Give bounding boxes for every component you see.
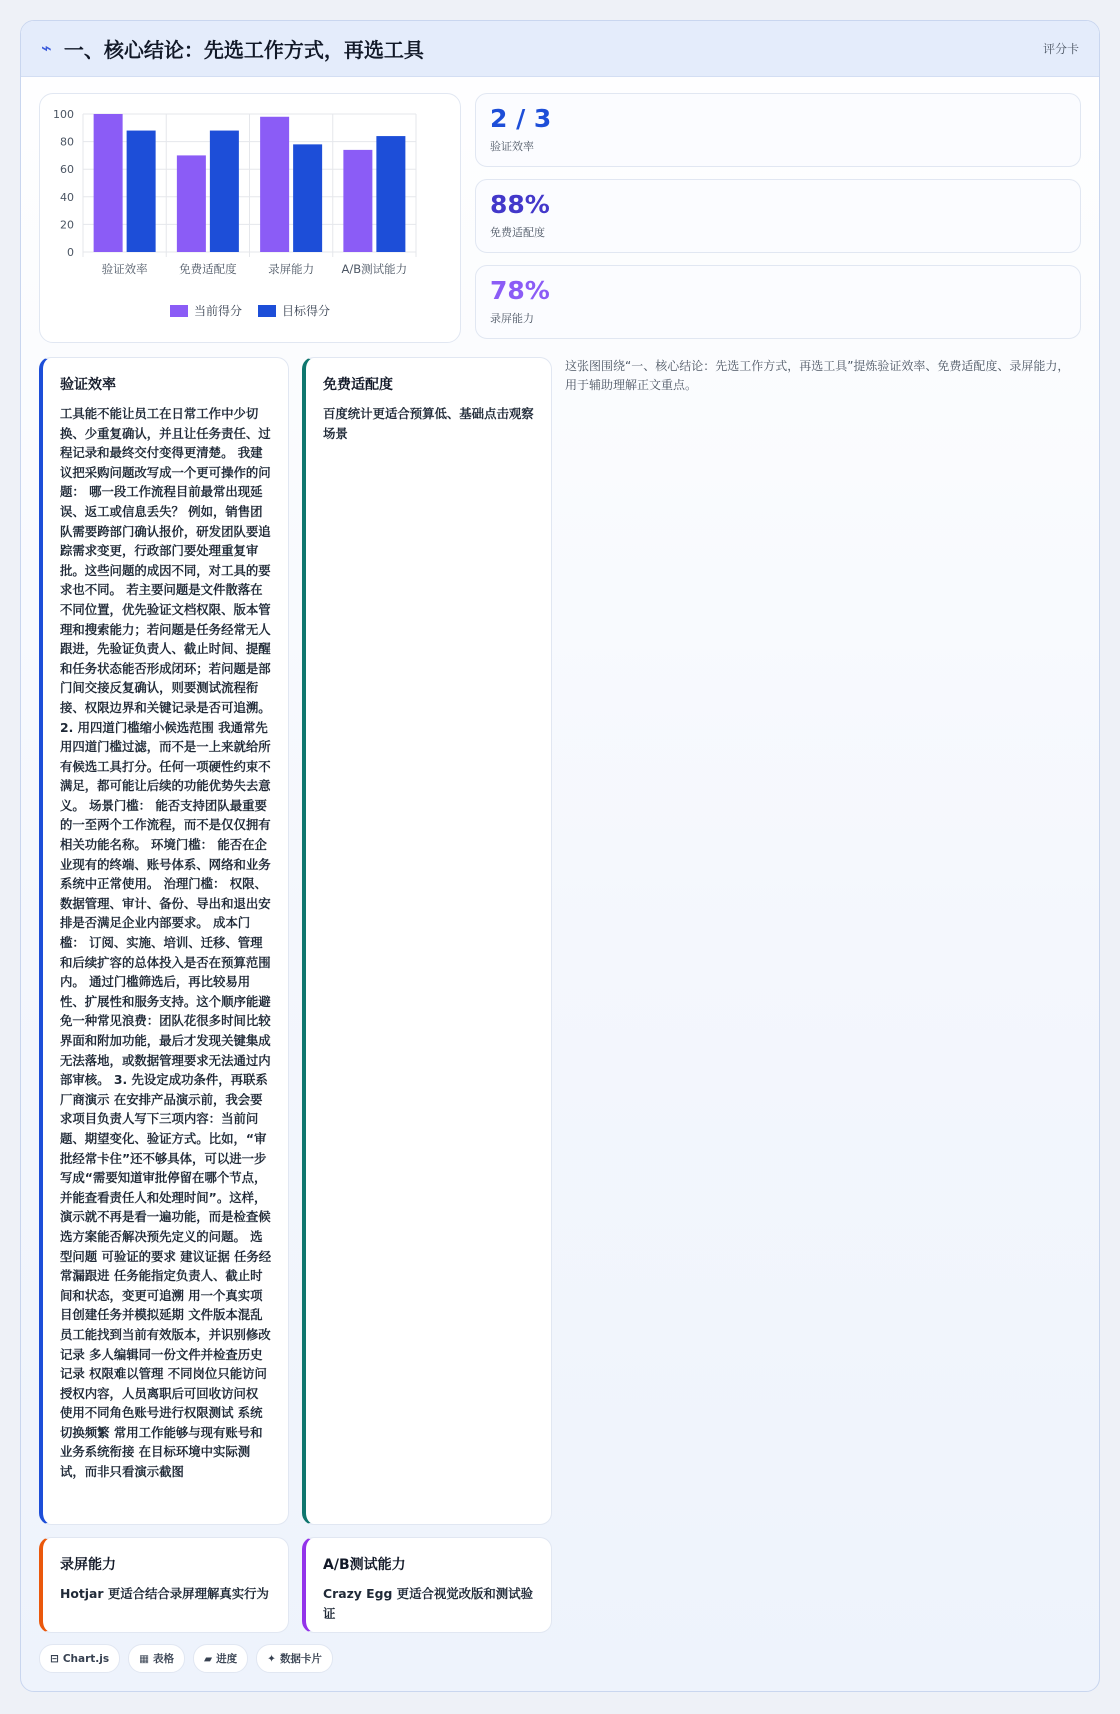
- panel-title: 验证效率: [60, 377, 116, 393]
- panel-text: 工具能不能让员工在日常工作中少切换、少重复确认，并且让任务责任、过程记录和最终交付变得更清楚。 我建议把采购问题改写成一个更可操作的问题： 哪一段工作流程目前最常出现延误、返工或信息丢失？ 例如，销售团队需要跨部门确认报价，研发团队要追踪需求变更，行政部门要处理重复审批。这些问题的成因不同，对工具的要求也不同。 若主要问题是文件散落在不同位置，优先验证文档权限、版本管理和搜索能力；若问题是任务经常无人跟进，先验证负责人、截止时间、提醒和任务状态能否形成闭环；若问题是部门间交接反复确认，则要测试流程衔接、权限边界和关键记录是否可追溯。 2. 用四道门槛缩小候选范围 我通常先用四道门槛过滤，而不是一上来就给所有候选工具打分。任何一项硬性约束不满足，都可能让后续的功能优势失去意义。 场景门槛： 能否支持团队最重要的一至两个工作流程，而不是仅仅拥有相关功能名称。 环境门槛： 能否在企业现有的终端、账号体系、网络和业务系统中正常使用。 治理门槛： 权限、数据管理、审计、备份、导出和退出安排是否满足企业内部要求。 成本门槛： 订阅、实施、培训、迁移、管理和后续扩容的总体投入是否在预算范围内。 通过门槛筛选后，再比较易用性、扩展性和服务支持。这个顺序能避免一种常见浪费：团队花很多时间比较界面和附加功能，最后才发现关键集成无法落地，或数据管理要求无法通过内部审核。 3. 先设定成功条件，再联系厂商演示 在安排产品演示前，我会要求项目负责人写下三项内容：当前问题、期望变化、验证方式。比如，“审批经常卡住”还不够具体，可以进一步写成“需要知道审批停留在哪个节点，并能查看责任人和处理时间”。这样，演示就不再是看一遍功能，而是检查候选方案能否解决预先定义的问题。 选型问题 可验证的要求 建议证据 任务经常漏跟进 任务能指定负责人、截止时间和状态，变更可追溯 用一个真实项目创建任务并模拟延期 文件版本混乱 员工能找到当前有效版本，并识别修改记录 多人编辑同一份文件并检查历史记录 权限难以管理 不同岗位只能访问授权内容，人员离职后可回收访问权 使用不同角色账号进行权限测试 系统切换频繁 常用工作能够与现有账号和业务系统衔接 在目标环境中实际测试，而非只看演示截图: [60, 406, 272, 1480]
- bar-target: [210, 131, 239, 252]
- bar-target: [376, 136, 405, 252]
- x-tick-label: 免费适配度: [179, 262, 237, 276]
- legend-swatch-target: [258, 305, 276, 317]
- page-title: 一、核心结论：先选工作方式，再选工具: [63, 38, 424, 62]
- panel-title: 免费适配度: [323, 377, 393, 393]
- legend-item-current[interactable]: [170, 302, 242, 319]
- chart-icon: ⊟: [50, 1652, 59, 1665]
- chart-legend: [40, 302, 460, 319]
- chip-data-card[interactable]: [256, 1644, 333, 1673]
- panel-recording: [39, 1537, 289, 1633]
- scorecard-badge: 评分卡: [1042, 42, 1079, 56]
- scorecard-card: [20, 20, 1100, 1692]
- x-tick-label: A/B测试能力: [341, 262, 408, 276]
- legend-item-target[interactable]: [258, 302, 330, 319]
- legend-swatch-current: [170, 305, 188, 317]
- stat-label: 录屏能力: [490, 312, 534, 325]
- panel-validation: [39, 357, 289, 1525]
- bar-current: [343, 150, 372, 252]
- bar-current: [94, 114, 123, 252]
- chart-caption: 这张图围绕“一、核心结论：先选工作方式，再选工具”提炼验证效率、免费适配度、录屏能力，用于辅助理解正文重点。: [565, 359, 1070, 392]
- chip-table[interactable]: [128, 1644, 185, 1673]
- x-tick-label: 录屏能力: [268, 262, 315, 276]
- stat-value: 88%: [490, 190, 550, 219]
- card-header: [21, 21, 1099, 77]
- y-tick-label: 60: [60, 163, 74, 177]
- panel-title: 录屏能力: [60, 1557, 116, 1573]
- x-tick-label: 验证效率: [101, 262, 148, 276]
- tag-chips: [39, 1644, 333, 1673]
- legend-label-current: 当前得分: [193, 304, 242, 318]
- bar-target: [293, 144, 322, 252]
- y-tick-label: 40: [60, 190, 74, 204]
- panel-text: 百度统计更适合预算低、基础点击观察场景: [323, 406, 534, 441]
- panel-free-fit: [302, 357, 552, 1525]
- bar-target: [127, 131, 156, 252]
- table-icon: ▦: [139, 1652, 150, 1665]
- chip-label: 表格: [153, 1653, 175, 1665]
- stat-label: 验证效率: [490, 140, 534, 153]
- y-tick-label: 80: [60, 135, 74, 149]
- stat-label: 免费适配度: [490, 226, 545, 239]
- stat-value: 78%: [490, 276, 550, 305]
- chip-label: 进度: [216, 1653, 238, 1665]
- stat-card-recording: [475, 265, 1081, 339]
- bar-current: [177, 155, 206, 252]
- chip-progress[interactable]: [193, 1644, 248, 1673]
- y-tick-label: 20: [60, 218, 74, 232]
- progress-icon: ▰: [204, 1652, 213, 1665]
- y-tick-label: 100: [53, 108, 74, 121]
- legend-label-target: 目标得分: [282, 304, 331, 318]
- y-tick-label: 0: [67, 246, 74, 259]
- panel-text: Crazy Egg 更适合视觉改版和测试验证: [323, 1586, 533, 1621]
- chip-label: Chart.js: [62, 1652, 110, 1665]
- pulse-icon: ⌁: [41, 38, 52, 59]
- panel-title: A/B测试能力: [323, 1557, 406, 1573]
- bar-current: [260, 117, 289, 252]
- chip-chartjs[interactable]: [39, 1644, 120, 1673]
- stat-value: 2 / 3: [490, 104, 552, 133]
- stat-card-validation: [475, 93, 1081, 167]
- bar-chart: [39, 93, 461, 343]
- chip-label: 数据卡片: [279, 1653, 322, 1665]
- panel-ab-testing: [302, 1537, 552, 1633]
- sparkle-icon: ✦: [267, 1652, 276, 1665]
- stat-card-free-fit: [475, 179, 1081, 253]
- panel-text: Hotjar 更适合结合录屏理解真实行为: [60, 1586, 269, 1601]
